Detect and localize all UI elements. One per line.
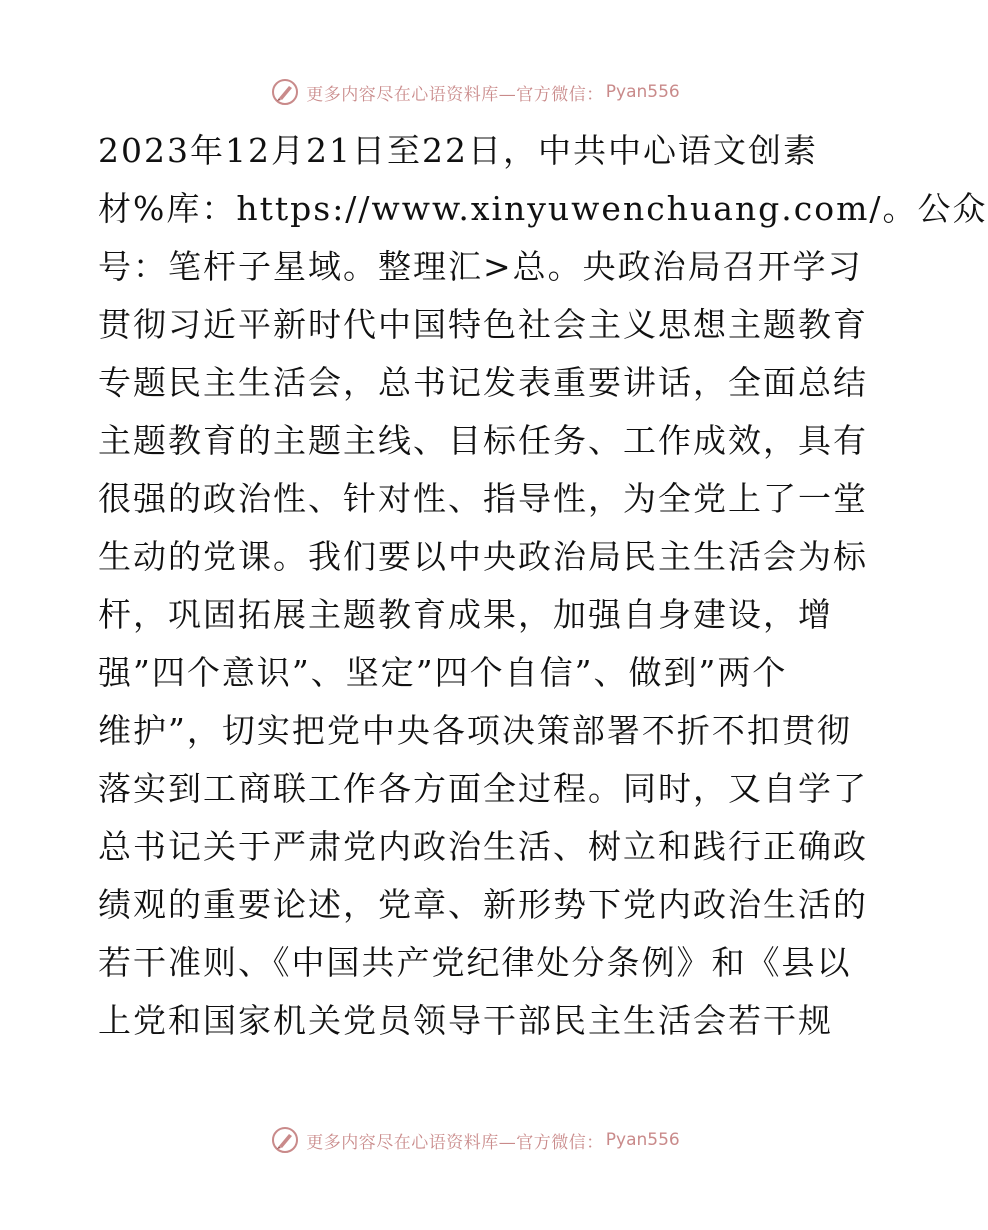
- footer-watermark: [0, 1120, 950, 1160]
- text-line: 2023年12月21日至22日，中共中心语文创素: [98, 131, 818, 170]
- text-line: 贯彻习近平新时代中国特色社会主义思想主题教育: [98, 305, 868, 344]
- text-line: 专题民主生活会，总书记发表重要讲话，全面总结: [98, 363, 868, 402]
- watermark-text: 更多内容尽在心语资料库—官方微信：: [306, 84, 604, 105]
- watermark-handle: Pyan556: [605, 1130, 680, 1150]
- text-line: 总书记关于严肃党内政治生活、树立和践行正确政: [98, 827, 868, 866]
- text-line: 上党和国家机关党员领导干部民主生活会若干规: [98, 1001, 833, 1040]
- quill-pen-seal-icon: [270, 77, 300, 107]
- document-body: [98, 122, 988, 1050]
- text-line: 落实到工商联工作各方面全过程。同时，又自学了: [98, 769, 868, 808]
- text-line: 维护”，切实把党中央各项决策部署不折不扣贯彻: [98, 711, 852, 750]
- watermark-handle: Pyan556: [605, 82, 680, 102]
- text-line: 生动的党课。我们要以中央政治局民主生活会为标: [98, 537, 868, 576]
- text-line: 材%库：https://www.xinyuwenchuang.com/。公众: [98, 189, 988, 228]
- watermark-text: 更多内容尽在心语资料库—官方微信：: [306, 1132, 604, 1153]
- text-line: 主题教育的主题主线、目标任务、工作成效，具有: [98, 421, 868, 460]
- text-line: 强”四个意识”、坚定”四个自信”、做到”两个: [98, 653, 788, 692]
- header-watermark: [0, 72, 950, 112]
- text-line: 杆，巩固拓展主题教育成果，加强自身建设，增: [98, 595, 833, 634]
- quill-pen-seal-icon: [270, 1125, 300, 1155]
- text-line: 号：笔杆子星域。整理汇>总。央政治局召开学习: [98, 247, 863, 286]
- text-line: 绩观的重要论述，党章、新形势下党内政治生活的: [98, 885, 868, 924]
- text-line: 很强的政治性、针对性、指导性，为全党上了一堂: [98, 479, 868, 518]
- text-line: 若干准则、《中国共产党纪律处分条例》和《县以: [98, 943, 852, 982]
